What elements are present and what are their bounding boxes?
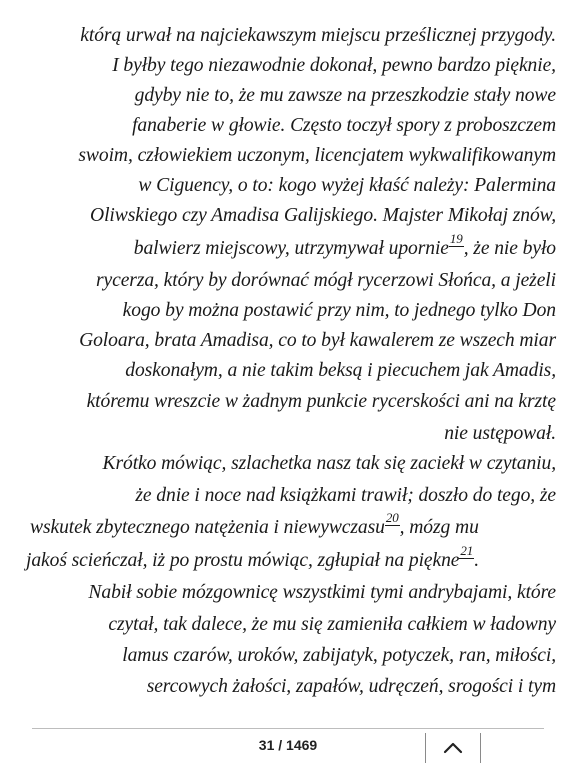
text-line-with-footnote <box>26 543 576 575</box>
text-line-with-footnote <box>133 231 556 263</box>
text-fragment: balwierz miejscowy, utrzymywał upornie <box>133 238 449 259</box>
text-line: sercowych żałości, zapałów, udręczeń, srogości i tym <box>146 676 556 697</box>
text-line: Goloara, brata Amadisa, co to był kawalerem ze wszech miar <box>79 330 556 351</box>
footnote-link-19[interactable]: 19 <box>449 231 463 247</box>
text-line: Oliwskiego czy Amadisa Galijskiego. Majster Mikołaj znów, <box>90 205 556 226</box>
footnote-link-21[interactable]: 21 <box>460 543 474 559</box>
text-line: fanaberie w głowie. Często toczył spory z proboszczem <box>132 115 556 136</box>
text-line: któremu wreszcie w żadnym punkcie rycerskości ani na krztę <box>86 391 556 412</box>
text-fragment: . <box>474 550 480 571</box>
text-line: doskonałym, a nie takim beksą i piecuchem jak Amadis, <box>125 360 556 381</box>
text-line: rycerza, który by dorównać mógł rycerzowi Słońca, a jeżeli <box>95 270 556 291</box>
text-line: nie ustępował. <box>444 423 556 444</box>
text-fragment: wskutek zbytecznego natężenia i niewywczasu <box>30 517 385 538</box>
text-line: w Ciguency, o to: kogo wyżej kłaść należy: Palermina <box>138 175 556 196</box>
text-line: że dnie i noce nad książkami trawił; doszło do tego, że <box>135 485 556 506</box>
text-line: kogo by można postawić przy nim, to jednego tylko Don <box>122 300 556 321</box>
text-fragment: , że nie było <box>463 238 556 259</box>
page-indicator: 31 / 1469 <box>258 737 318 753</box>
text-line: lamus czarów, uroków, zabijatyk, potyczek, ran, miłości, <box>122 645 556 666</box>
footnote-link-20[interactable]: 20 <box>385 510 399 526</box>
text-line: I byłby tego niezawodnie dokonał, pewno bardzo pięknie, <box>112 55 556 76</box>
text-line: Nabił sobie mózgownicę wszystkimi tymi andrybajami, które <box>88 582 556 603</box>
text-fragment: jakoś scieńczał, iż po prostu mówiąc, zgłupiał na piękne <box>26 550 460 571</box>
text-line: którą urwał na najciekawszym miejscu prześlicznej przygody. <box>80 25 556 46</box>
text-fragment: , mózg mu <box>399 517 479 538</box>
text-line: gdyby nie to, że mu zawsze na przeszkodzie stały nowe <box>134 85 556 106</box>
chevron-up-icon <box>443 742 463 754</box>
footer-divider <box>32 728 544 729</box>
text-line-with-footnote <box>30 510 576 542</box>
text-line: swoim, człowiekiem uczonym, licencjatem wykwalifikowanym <box>78 145 556 166</box>
scroll-up-button[interactable] <box>425 733 481 763</box>
text-line: Krótko mówiąc, szlachetka nasz tak się zaciekł w czytaniu, <box>102 453 556 474</box>
text-line: czytał, tak dalece, że mu się zamieniła całkiem w ładowny <box>108 614 556 635</box>
